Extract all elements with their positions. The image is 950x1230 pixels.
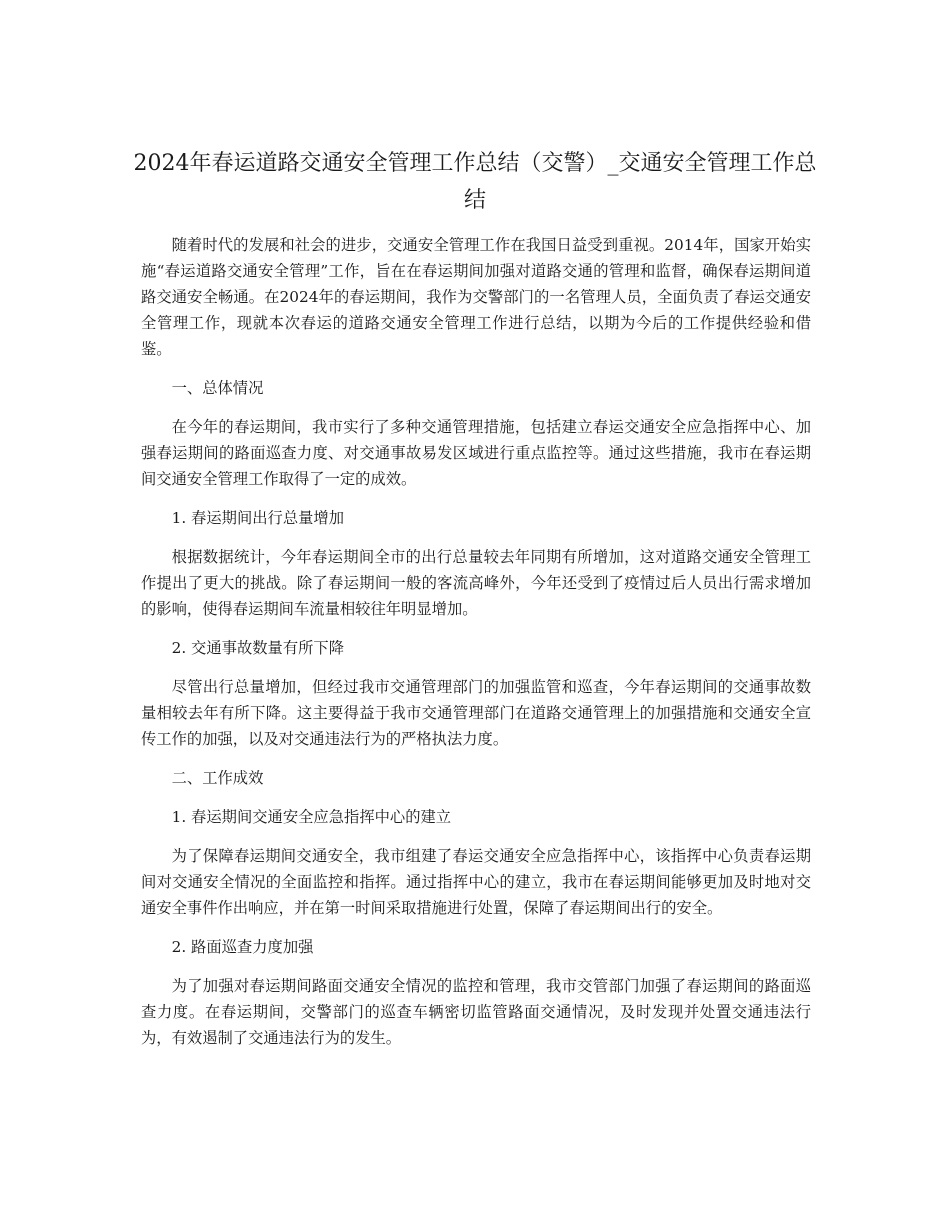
- subheading-command-center: 1. 春运期间交通安全应急指挥中心的建立: [171, 808, 452, 826]
- subheading-accident-decrease: 2. 交通事故数量有所下降: [171, 639, 345, 657]
- section-heading-results: 二、工作成效: [171, 769, 264, 787]
- intro-paragraph: 随着时代的发展和社会的进步，交通安全管理工作在我国日益受到重视。2014年，国家开始实施“春运道路交通安全管理”工作，旨在在春运期间加强对道路交通的管理和监督，确保春运期间道路交通安全畅通。在2024年的春运期间，我作为交警部门的一名管理人员，全面负责了春运交通安全管理工作，现就本次春运的道路交通安全管理工作进行总结，以期为今后的工作提供经验和借鉴。: [141, 236, 811, 358]
- overview-paragraph: 在今年的春运期间，我市实行了多种交通管理措施，包括建立春运交通安全应急指挥中心、加强春运期间的路面巡查力度、对交通事故易发区域进行重点监控等。通过这些措施，我市在春运期间交通安全管理工作取得了一定的成效。: [141, 418, 811, 488]
- subheading-travel-increase: 1. 春运期间出行总量增加: [171, 509, 345, 527]
- subheading-road-patrol: 2. 路面巡查力度加强: [171, 938, 314, 956]
- travel-increase-paragraph: 根据数据统计，今年春运期间全市的出行总量较去年同期有所增加，这对道路交通安全管理工作提出了更大的挑战。除了春运期间一般的客流高峰外，今年还受到了疫情过后人员出行需求增加的影响，使得春运期间车流量相较往年明显增加。: [141, 548, 811, 618]
- document-title: 2024年春运道路交通安全管理工作总结（交警）_交通安全管理工作总结: [133, 151, 817, 213]
- command-center-paragraph: 为了保障春运期间交通安全，我市组建了春运交通安全应急指挥中心，该指挥中心负责春运期间对交通安全情况的全面监控和指挥。通过指挥中心的建立，我市在春运期间能够更加及时地对交通安全事件作出响应，并在第一时间采取措施进行处置，保障了春运期间出行的安全。: [141, 847, 811, 917]
- document-body: [141, 232, 811, 1064]
- accident-decrease-paragraph: 尽管出行总量增加，但经过我市交通管理部门的加强监管和巡查，今年春运期间的交通事故数量相较去年有所下降。这主要得益于我市交通管理部门在道路交通管理上的加强措施和交通安全宣传工作的加强，以及对交通违法行为的严格执法力度。: [141, 678, 811, 748]
- section-heading-overview: 一、总体情况: [171, 379, 264, 397]
- road-patrol-paragraph: 为了加强对春运期间路面交通安全情况的监控和管理，我市交管部门加强了春运期间的路面巡查力度。在春运期间，交警部门的巡查车辆密切监管路面交通情况，及时发现并处置交通违法行为，有效遏制了交通违法行为的发生。: [141, 977, 811, 1047]
